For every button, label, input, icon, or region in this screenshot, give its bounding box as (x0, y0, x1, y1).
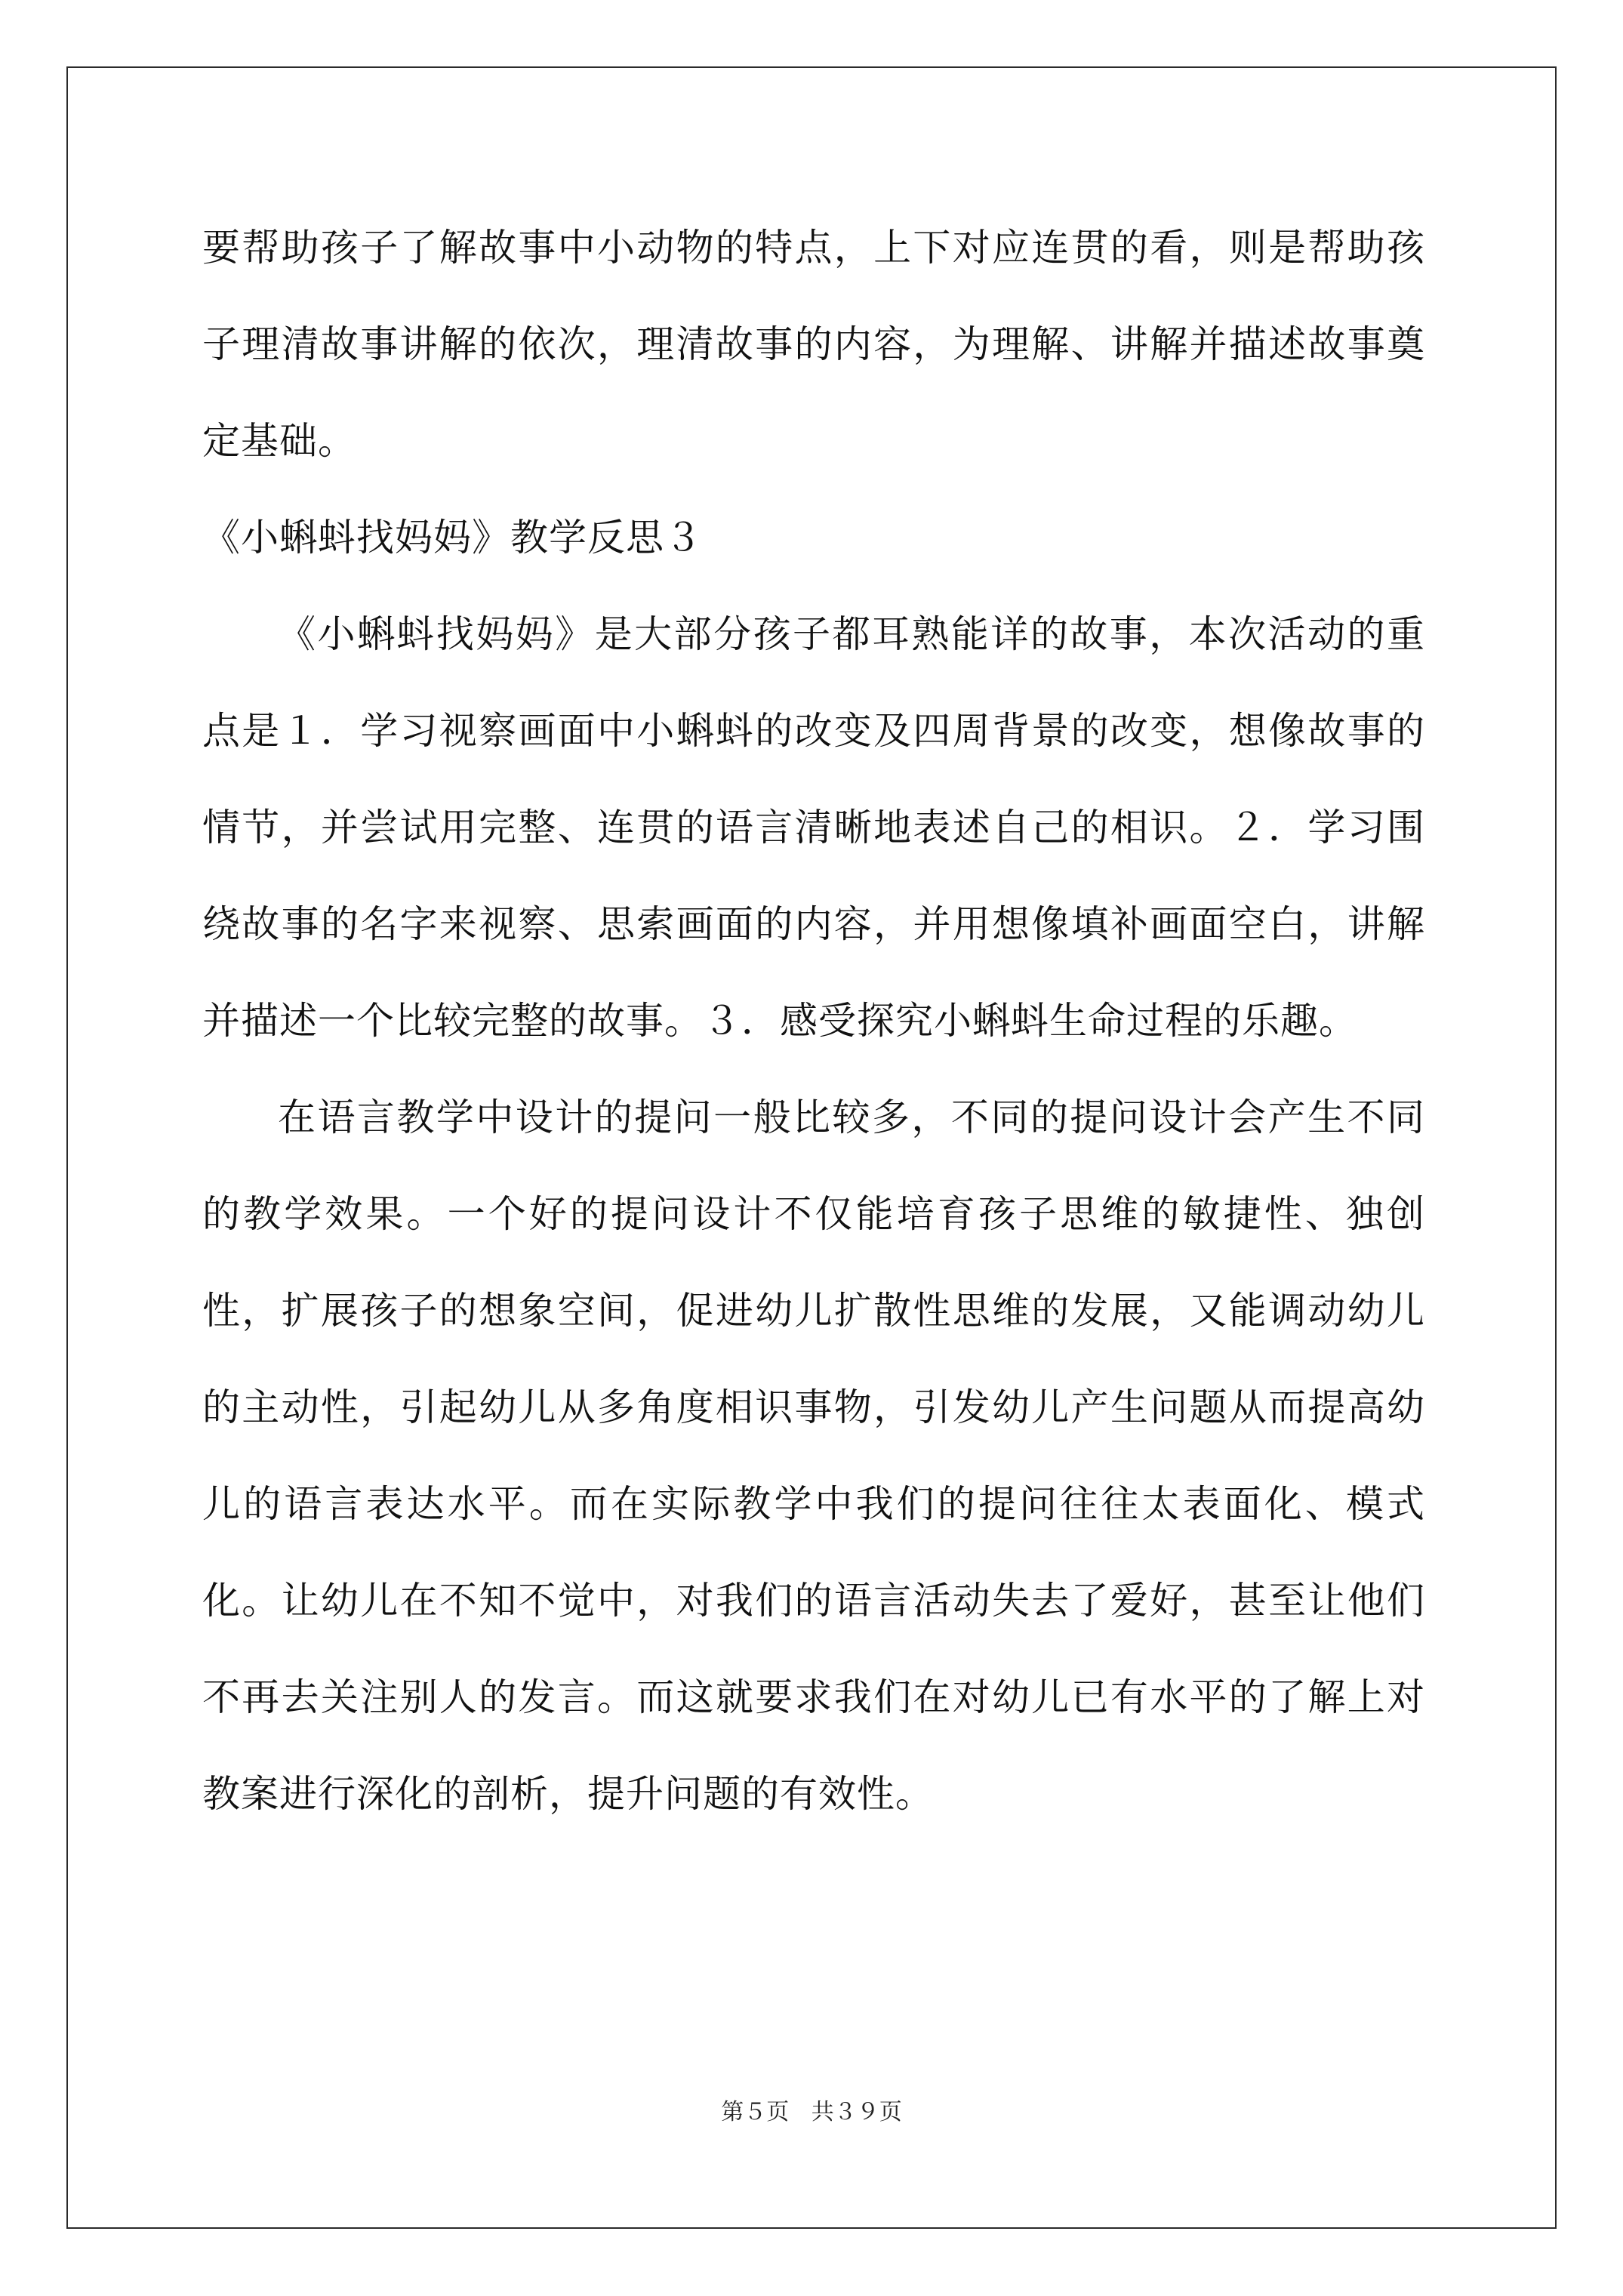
page-number: 第５页 (721, 2099, 790, 2125)
paragraph-continuation: 要帮助孩子了解故事中小动物的特点，上下对应连贯的看，则是帮助孩子理清故事讲解的依次，理清故事的内容，为理解、讲解并描述故事奠定基础。 (202, 226, 1425, 463)
paragraph-intro: 《小蝌蚪找妈妈》是大部分孩子都耳熟能详的故事，本次活动的重点是１．学习视察画面中小蝌蚪的改变及四周背景的改变，想像故事的情节，并尝试用完整、连贯的语言清晰地表述自己的相识。２．学习围绕故事的名字来视察、思索画面的内容，并用想像填补画面空白，讲解并描述一个比较完整的故事。３．感受探究小蝌蚪生命过程的乐趣。 (202, 612, 1425, 1043)
section-heading: 《小蝌蚪找妈妈》教学反思３ (202, 516, 703, 559)
page-footer (0, 2093, 1623, 2126)
document-body (202, 199, 1425, 1842)
page-total: 共３９页 (811, 2099, 902, 2125)
paragraph-questioning: 在语言教学中设计的提问一般比较多，不同的提问设计会产生不同的教学效果。一个好的提问设计不仅能培育孩子思维的敏捷性、独创性，扩展孩子的想象空间，促进幼儿扩散性思维的发展，又能调动幼儿的主动性，引起幼儿从多角度相识事物，引发幼儿产生问题从而提高幼儿的语言表达水平。而在实际教学中我们的提问往往太表面化、模式化。让幼儿在不知不觉中，对我们的语言活动失去了爱好，甚至让他们不再去关注别人的发言。而这就要求我们在对幼儿已有水平的了解上对教案进行深化的剖析，提升问题的有效性。 (202, 1096, 1425, 1816)
